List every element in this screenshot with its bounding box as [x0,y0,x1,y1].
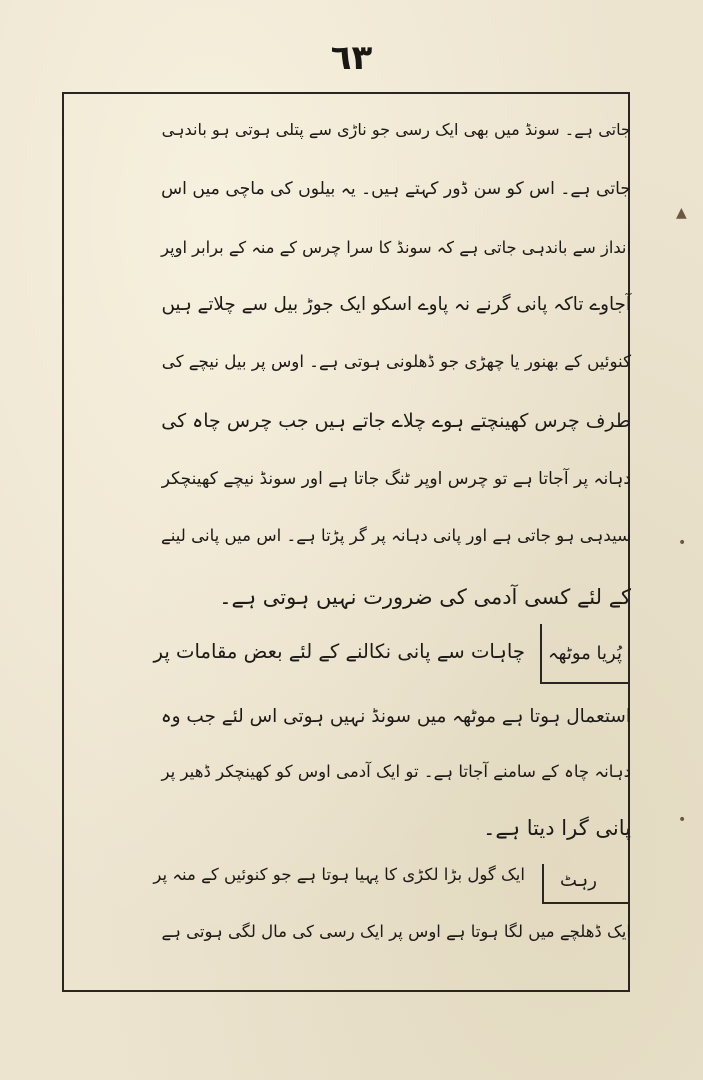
text-line: جاتی ہے۔ اس کو سن ڈور کہتے ہیں۔ یہ بیلوں کی ماچی میں اس [161,179,631,199]
text-line: کے لئے کسی آدمی کی ضرورت نہیں ہوتی ہے۔ [219,585,631,609]
side-heading-purya-motha: پُریا موٹھہ [548,643,622,664]
side-heading-rahat: رہٹ [560,870,597,891]
page-number: ٦٣ [330,38,373,78]
side-heading-rule [542,864,544,904]
text-line: سیدہی ہو جاتی ہے اور پانی دہانہ پر گر پڑتا ہے۔ اس میں پانی لینے [161,526,631,545]
margin-mark: ▲ [676,205,687,221]
text-line: ایک گول بڑا لکڑی کا پہیا ہوتا ہے جو کنوئیں کے منہ پر [153,865,525,884]
text-line: ایک ڈھلچے میں لگا ہوتا ہے اوس پر ایک رسی کی مال لگی ہوتی ہے [161,922,631,941]
text-line: آجاوے تاکہ پانی گرنے نہ پاوے اسکو ایک جوڑ بیل سے چلاتے ہیں [161,294,631,315]
text-line: پانی گرا دیتا ہے۔ [483,816,631,840]
text-line: دہانہ پر آجاتا ہے تو چرس اوپر ٹنگ جاتا ہے اور سونڈ نیچے کھینچکر [161,469,631,489]
margin-mark: • [678,812,687,828]
text-line: انداز سے باندہی جاتی ہے کہ سونڈ کا سرا چرس کے منہ کے برابر اوپر [161,238,631,257]
text-line: دہانہ چاہ کے سامنے آجاتا ہے۔ تو ایک آدمی اوس کو کھینچکر ڈھیر پر [161,762,631,781]
text-line: استعمال ہوتا ہے موٹھہ میں سونڈ نہیں ہوتی اس لئے جب وہ [160,706,631,727]
text-line: جاتی ہے۔ سونڈ میں بھی ایک رسی جو ناڑی سے پتلی ہوتی ہو باندہی [161,120,631,139]
text-line: چاہات سے پانی نکالنے کے لئے بعض مقامات پر [153,640,525,663]
side-heading-rule [542,902,628,904]
text-line: طرف چرس کھینچتے ہوے چلاے جاتے ہیں جب چرس چاہ کی [161,410,631,432]
margin-mark: • [678,535,687,551]
text-line: کنوئیں کے بھنور یا چھڑی جو ڈھلونی ہوتی ہے۔ اوس پر بیل نیچے کی [161,352,631,371]
